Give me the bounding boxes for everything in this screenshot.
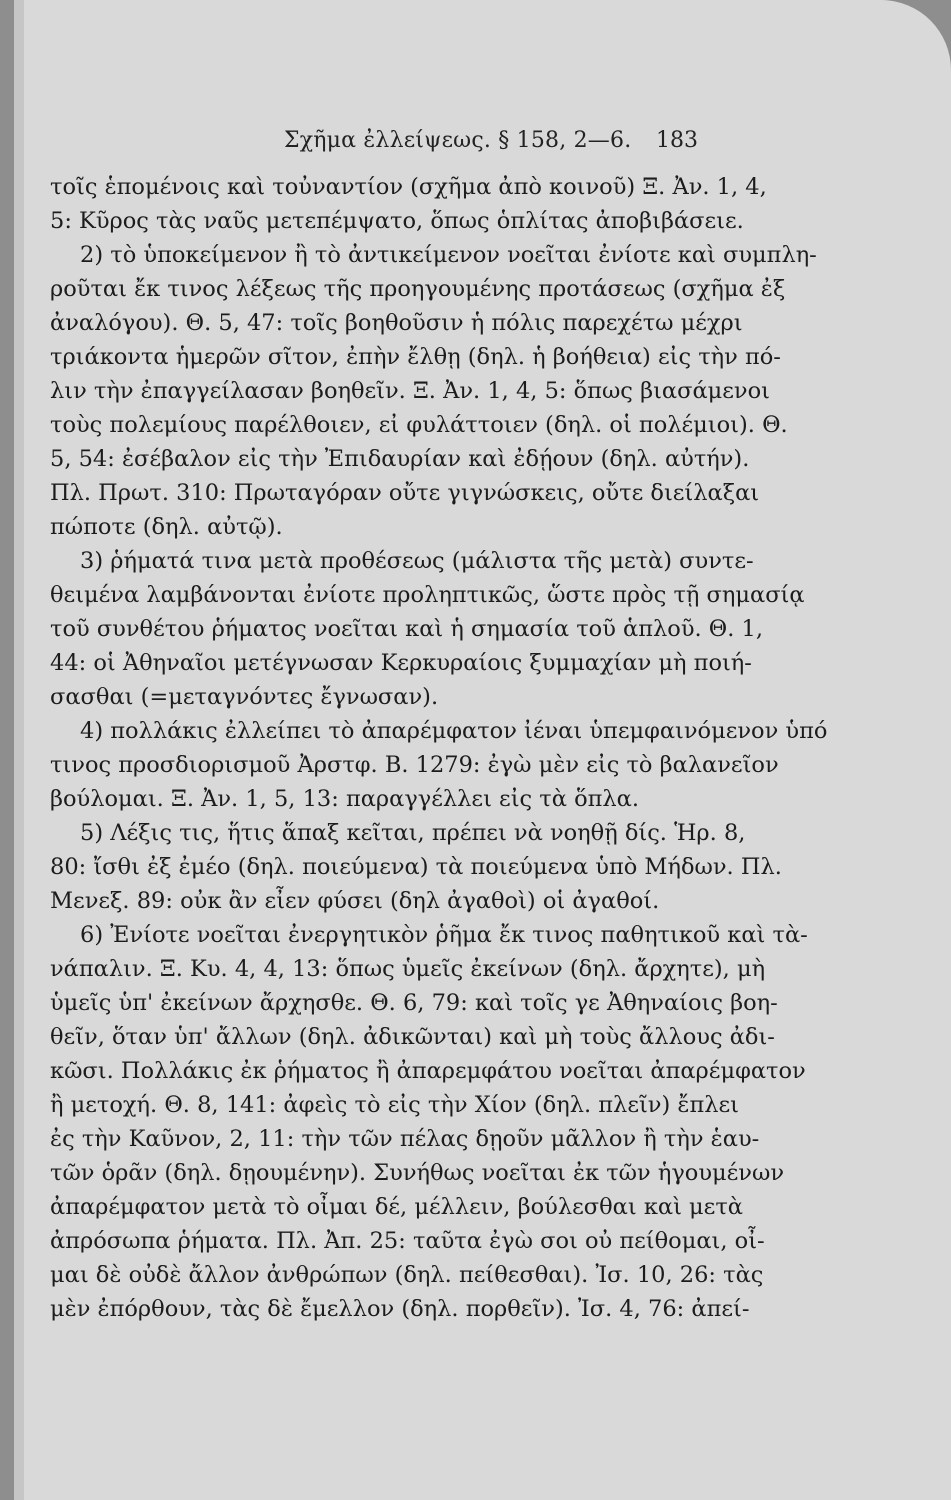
text-line: ροῦται ἔκ τινος λέξεως τῆς προηγουμένης προτάσεως (σχῆμα ἐξ <box>50 276 786 302</box>
text-line: Μενεξ. 89: οὐκ ἂν εἶεν φύσει (δηλ ἀγαθοὶ) οἱ ἀγαθοί. <box>50 888 660 914</box>
text-line: Πλ. Πρωτ. 310: Πρωταγόραν οὔτε γιγνώσκεις, οὔτε διείλαξαι <box>50 480 760 506</box>
text-line: 2) τὸ ὑποκείμενον ἢ τὸ ἀντικείμενον νοεῖται ἐνίοτε καὶ συμπλη- <box>80 242 817 268</box>
page-number: 183 <box>656 128 698 153</box>
text-line: ἢ μετοχή. Θ. 8, 141: ἀφεὶς τὸ εἰς τὴν Χίον (δηλ. πλεῖν) ἔπλει <box>50 1092 740 1118</box>
text-line: 4) πολλάκις ἐλλείπει τὸ ἀπαρέμφατον ἰέναι ὑπεμφαινόμενον ὑπό <box>80 718 828 744</box>
text-line: 80: ἴσθι ἐξ ἐμέο (δηλ. ποιεύμενα) τὰ ποιεύμενα ὑπὸ Μήδων. Πλ. <box>50 854 782 880</box>
text-line: ἐς τὴν Καῦνον, 2, 11: τὴν τῶν πέλας δῃοῦν μᾶλλον ἢ τὴν ἑαυ- <box>50 1126 760 1152</box>
running-title: Σχῆμα ἐλλείψεως. § 158, 2—6. <box>284 128 632 153</box>
text-line: λιν τὴν ἐπαγγείλασαν βοηθεῖν. Ξ. Ἀν. 1, 4, 5: ὅπως βιασάμενοι <box>50 378 770 404</box>
text-line: 6) Ἐνίοτε νοεῖται ἐνεργητικὸν ῥῆμα ἔκ τινος παθητικοῦ καὶ τὰ- <box>80 922 808 948</box>
text-line: μὲν ἐπόρθουν, τὰς δὲ ἔμελλον (δηλ. πορθεῖν). Ἰσ. 4, 76: ἀπεί- <box>50 1296 750 1322</box>
text-line: τοῖς ἑπομένοις καὶ τοὐναντίον (σχῆμα ἀπὸ κοινοῦ) Ξ. Ἀν. 1, 4, <box>50 174 767 200</box>
text-line: 5, 54: ἐσέβαλον εἰς τὴν Ἐπιδαυρίαν καὶ ἐδῄουν (δηλ. αὐτήν). <box>50 446 750 472</box>
text-line: νάπαλιν. Ξ. Κυ. 4, 4, 13: ὅπως ὑμεῖς ἐκείνων (δηλ. ἄρχητε), μὴ <box>50 956 766 982</box>
text-line: ὑμεῖς ὑπ' ἐκείνων ἄρχησθε. Θ. 6, 79: καὶ τοῖς γε Ἀθηναίοις βοη- <box>50 990 778 1016</box>
text-line: τινος προσδιορισμοῦ Ἀρστφ. Β. 1279: ἐγὼ μὲν εἰς τὸ βαλανεῖον <box>50 752 779 778</box>
text-line: τριάκοντα ἡμερῶν σῖτον, ἐπὴν ἔλθῃ (δηλ. ἡ βοήθεια) εἰς τὴν πό- <box>50 344 781 370</box>
text-line: ἀπαρέμφατον μετὰ τὸ οἶμαι δέ, μέλλειν, βούλεσθαι καὶ μετὰ <box>50 1194 743 1220</box>
text-line: θεῖν, ὅταν ὑπ' ἄλλων (δηλ. ἀδικῶνται) καὶ μὴ τοὺς ἄλλους ἀδι- <box>50 1024 775 1050</box>
text-line: τοὺς πολεμίους παρέλθοιεν, εἰ φυλάττοιεν (δηλ. οἱ πολέμιοι). Θ. <box>50 412 788 438</box>
text-line: κῶσι. Πολλάκις ἐκ ῥήματος ἢ ἀπαρεμφάτου νοεῖται ἀπαρέμφατον <box>50 1058 806 1084</box>
book-page <box>14 0 951 1500</box>
text-line: 44: οἱ Ἀθηναῖοι μετέγνωσαν Κερκυραίοις ξυμμαχίαν μὴ ποιή- <box>50 650 752 676</box>
text-line: 5: Κῦρος τὰς ναῦς μετεπέμψατο, ὅπως ὁπλίτας ἀποβιβάσειε. <box>50 208 744 234</box>
text-line: 5) Λέξις τις, ἥτις ἅπαξ κεῖται, πρέπει νὰ νοηθῇ δίς. Ἡρ. 8, <box>80 820 746 846</box>
text-line: 3) ῥήματά τινα μετὰ προθέσεως (μάλιστα τῆς μετὰ) συντε- <box>80 548 754 574</box>
text-line: τῶν ὁρᾶν (δηλ. δῃουμένην). Συνήθως νοεῖται ἐκ τῶν ἡγουμένων <box>50 1160 784 1186</box>
text-line: θειμένα λαμβάνονται ἐνίοτε προληπτικῶς, ὥστε πρὸς τῇ σημασίᾳ <box>50 582 805 608</box>
text-line: ἀναλόγου). Θ. 5, 47: τοῖς βοηθοῦσιν ἡ πόλις παρεχέτω μέχρι <box>50 310 743 336</box>
text-line: μαι δὲ οὐδὲ ἄλλον ἀνθρώπων (δηλ. πείθεσθαι). Ἰσ. 10, 26: τὰς <box>50 1262 764 1288</box>
text-line: σασθαι (=μεταγνόντες ἔγνωσαν). <box>50 684 439 710</box>
text-line: ἀπρόσωπα ῥήματα. Πλ. Ἀπ. 25: ταῦτα ἐγὼ σοι οὐ πείθομαι, οἶ- <box>50 1228 765 1254</box>
text-line: τοῦ συνθέτου ῥήματος νοεῖται καὶ ἡ σημασία τοῦ ἁπλοῦ. Θ. 1, <box>50 616 764 642</box>
text-line: βούλομαι. Ξ. Ἀν. 1, 5, 13: παραγγέλλει εἰς τὰ ὅπλα. <box>50 786 640 812</box>
text-line: πώποτε (δηλ. αὐτῷ). <box>50 514 283 540</box>
body-text <box>50 170 828 1326</box>
